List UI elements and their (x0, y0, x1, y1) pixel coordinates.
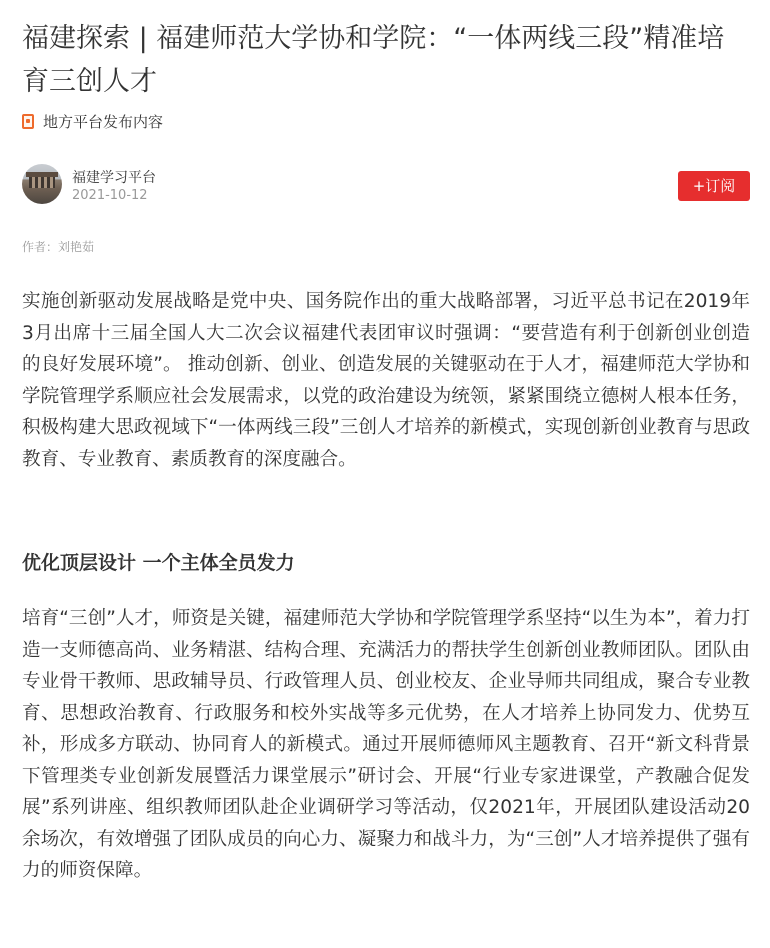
author-byline: 作者：刘艳茹 (22, 240, 95, 254)
platform-tag[interactable] (22, 110, 163, 132)
author-name[interactable]: 福建学习平台 (72, 170, 156, 186)
publish-date: 2021-10-12 (72, 188, 148, 203)
article-title: 福建探索 | 福建师范大学协和学院：“一体两线三段”精准培育三创人才 (22, 23, 725, 97)
platform-tag-label: 地方平台发布内容 (43, 112, 164, 131)
section-heading: 优化顶层设计 一个主体全员发力 (22, 552, 295, 574)
author-row (22, 164, 750, 208)
article-paragraph: 实施创新驱动发展战略是党中央、国务院作出的重大战略部署，习近平总书记在2019年3月出席十三届全国人大二次会议福建代表团审议时强调：“要营造有利于创新创业创造的良好发展环境”。 推动创新、创业、创造发展的关键驱动在于人才，福建师范大学协和学院管理学系顺应社会发展需求，以党的政治建设为统领，紧紧围绕立德树人根本任务，积极构建大思政视域下“一体两线三段”三创人才培养的新模式，实现创新创业教育与思政教育、专业教育、素质教育的深度融合。 (22, 291, 750, 470)
avatar[interactable] (22, 164, 62, 204)
article-paragraph: 培育“三创”人才，师资是关键，福建师范大学协和学院管理学系坚持“以生为本”，着力打造一支师德高尚、业务精湛、结构合理、充满活力的帮扶学生创新创业教师团队。团队由专业骨干教师、思政辅导员、行政管理人员、创业校友、企业导师共同组成，聚合专业教育、思想政治教育、行政服务和校外实战等多元优势，在人才培养上协同发力、优势互补，形成多方联动、协同育人的新模式。通过开展师德师风主题教育、召开“新文科背景下管理类专业创新发展暨活力课堂展示”研讨会、开展“行业专家进课堂，产教融合促发展”系列讲座、组织教师团队赴企业调研学习等活动，仅2021年，开展团队建设活动20余场次，有效增强了团队成员的向心力、凝聚力和战斗力，为“三创”人才培养提供了强有力的师资保障。 (22, 608, 750, 881)
bookmark-badge-icon (22, 114, 34, 129)
subscribe-button[interactable]: +订阅 (678, 171, 750, 201)
